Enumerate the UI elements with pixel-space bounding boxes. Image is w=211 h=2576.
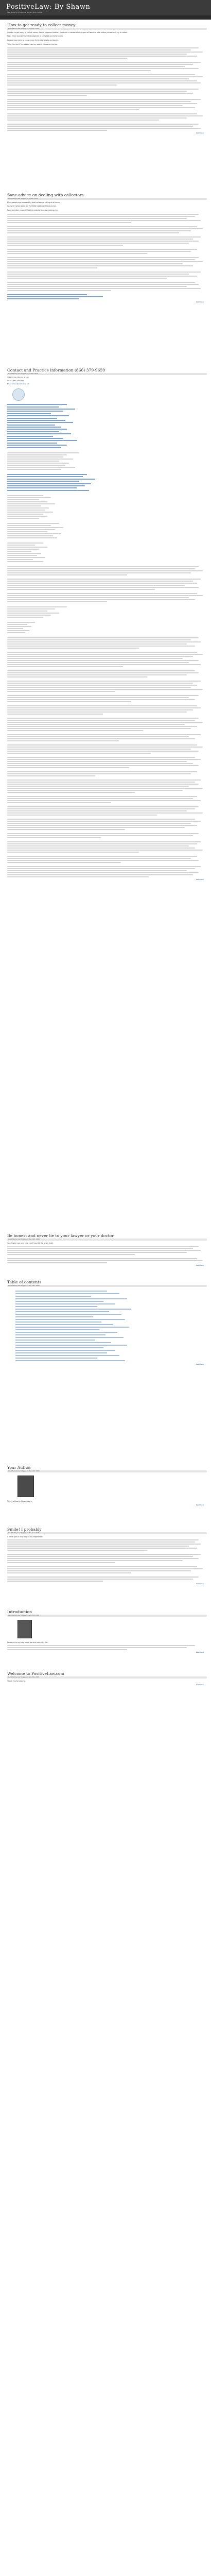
post-title[interactable]: Be honest and never lie to your lawyer or your doctor [7, 1233, 114, 1238]
post-title[interactable]: Your Author [7, 1465, 31, 1470]
post [7, 1671, 207, 1692]
post-paragraph: This is a blog by Shawn Jones. [7, 1500, 32, 1502]
read-more-link[interactable]: Read more [196, 1504, 204, 1506]
post-title[interactable]: Sane advice on dealing with collectors [7, 193, 84, 197]
main-content [0, 20, 211, 1692]
read-more-link[interactable]: Read more [196, 1684, 204, 1686]
post-meta: Published by Law Blogger on May 12th, 2008 [7, 1470, 207, 1472]
post-paragraph: Many people are harassed by debt collectors calling at all hours. [7, 201, 61, 204]
post-paragraph: Second, you need to know where the debtor works and banks. [7, 39, 59, 41]
post-meta: Published by Law Blogger on Apr 25th, 2008 [7, 1615, 207, 1617]
post-paragraph: Third, find out if the debtor has any assets you could levy on. [7, 43, 58, 45]
practice-areas-list [7, 404, 207, 877]
post-paragraph: You have rights under the Fair Debt Collection Practices Act. [7, 205, 57, 208]
post-meta: Published by Law Blogger on Jun 15th, 2008 [7, 28, 207, 30]
post-paragraph: In order to get ready to collect money from a judgment debtor, there are a number of steps you will want to take before you actually try to collect. [7, 31, 128, 33]
nav-bar [0, 15, 211, 20]
post-meta: Published by Law Blogger on Jun 8th, 2008 [7, 198, 207, 200]
post-meta: Published by Law Blogger on Apr 20th, 2008 [7, 1676, 207, 1679]
contact-email[interactable]: Email: shawn@positivelaw.net [7, 383, 29, 385]
post-meta: Published by Law Blogger on May 20th, 2008 [7, 1285, 207, 1287]
post-title[interactable]: How to get ready to collect money [7, 23, 76, 27]
toc-list [7, 1290, 207, 1362]
post-body-text [7, 47, 207, 131]
post [7, 1527, 207, 1609]
author-photo [17, 1476, 34, 1497]
post-paragraph: A smile goes a long way in any negotiation. [7, 1535, 43, 1538]
read-more-link[interactable]: Read more [196, 1264, 204, 1267]
post-body-text [7, 1246, 207, 1263]
post-paragraph: Welcome to my blog about law and everyday life. [7, 1641, 48, 1643]
post-meta: Published by Law Blogger on May 2nd, 2008 [7, 1532, 207, 1534]
post-title[interactable]: Table of contents [7, 1280, 42, 1284]
site-tagline: Law, Politics, Economics, Society and Culture [7, 11, 42, 13]
post-paragraph: First, check to make sure the judgment is still valid and enforceable. [7, 35, 64, 38]
badge-image [12, 388, 25, 401]
read-more-link[interactable]: Read more [196, 300, 204, 303]
post-meta: Published by Law Blogger on May 29th, 2008 [7, 1239, 207, 1241]
intro-photo [17, 1620, 32, 1638]
post-paragraph: Your lawyer can only help you if you tell the whole truth. [7, 1242, 54, 1244]
post-body-text [7, 1539, 207, 1582]
post-paragraph: Send a written request that the collector stop contacting you. [7, 209, 58, 211]
post [7, 1280, 207, 1465]
post [7, 23, 207, 193]
post [7, 193, 207, 368]
post-body-text [7, 214, 207, 300]
contact-name: Shawn Jones, Attorney at Law [7, 376, 29, 378]
post [7, 1233, 207, 1280]
read-more-link[interactable]: Read more [196, 878, 204, 881]
toc-row[interactable] [7, 1360, 207, 1362]
read-more-link[interactable]: Read more [196, 132, 204, 134]
post-body-text [7, 1645, 207, 1650]
post-title[interactable]: Introduction [7, 1609, 32, 1614]
read-more-link[interactable]: Read more [196, 1583, 204, 1585]
post [7, 1465, 207, 1527]
post [7, 368, 207, 1233]
post-title[interactable]: Smile! I probably [7, 1527, 42, 1532]
read-more-link[interactable]: Read more [196, 1651, 204, 1654]
post-meta: Published by Law Blogger on Jun 5th, 2008 [7, 373, 207, 375]
contact-phone: Phone: (866) 379-9659 [7, 379, 24, 382]
post [7, 1609, 207, 1671]
post-paragraph: Thank you for visiting. [7, 1680, 26, 1682]
post-title[interactable]: Welcome to PositiveLaw.com [7, 1671, 64, 1676]
post-title[interactable]: Contact and Practice information (866) 379-9659 [7, 368, 106, 372]
read-more-link[interactable]: Read more [196, 1363, 204, 1365]
site-title[interactable]: PositiveLaw: By Shawn [6, 3, 91, 11]
site-header [0, 0, 211, 15]
